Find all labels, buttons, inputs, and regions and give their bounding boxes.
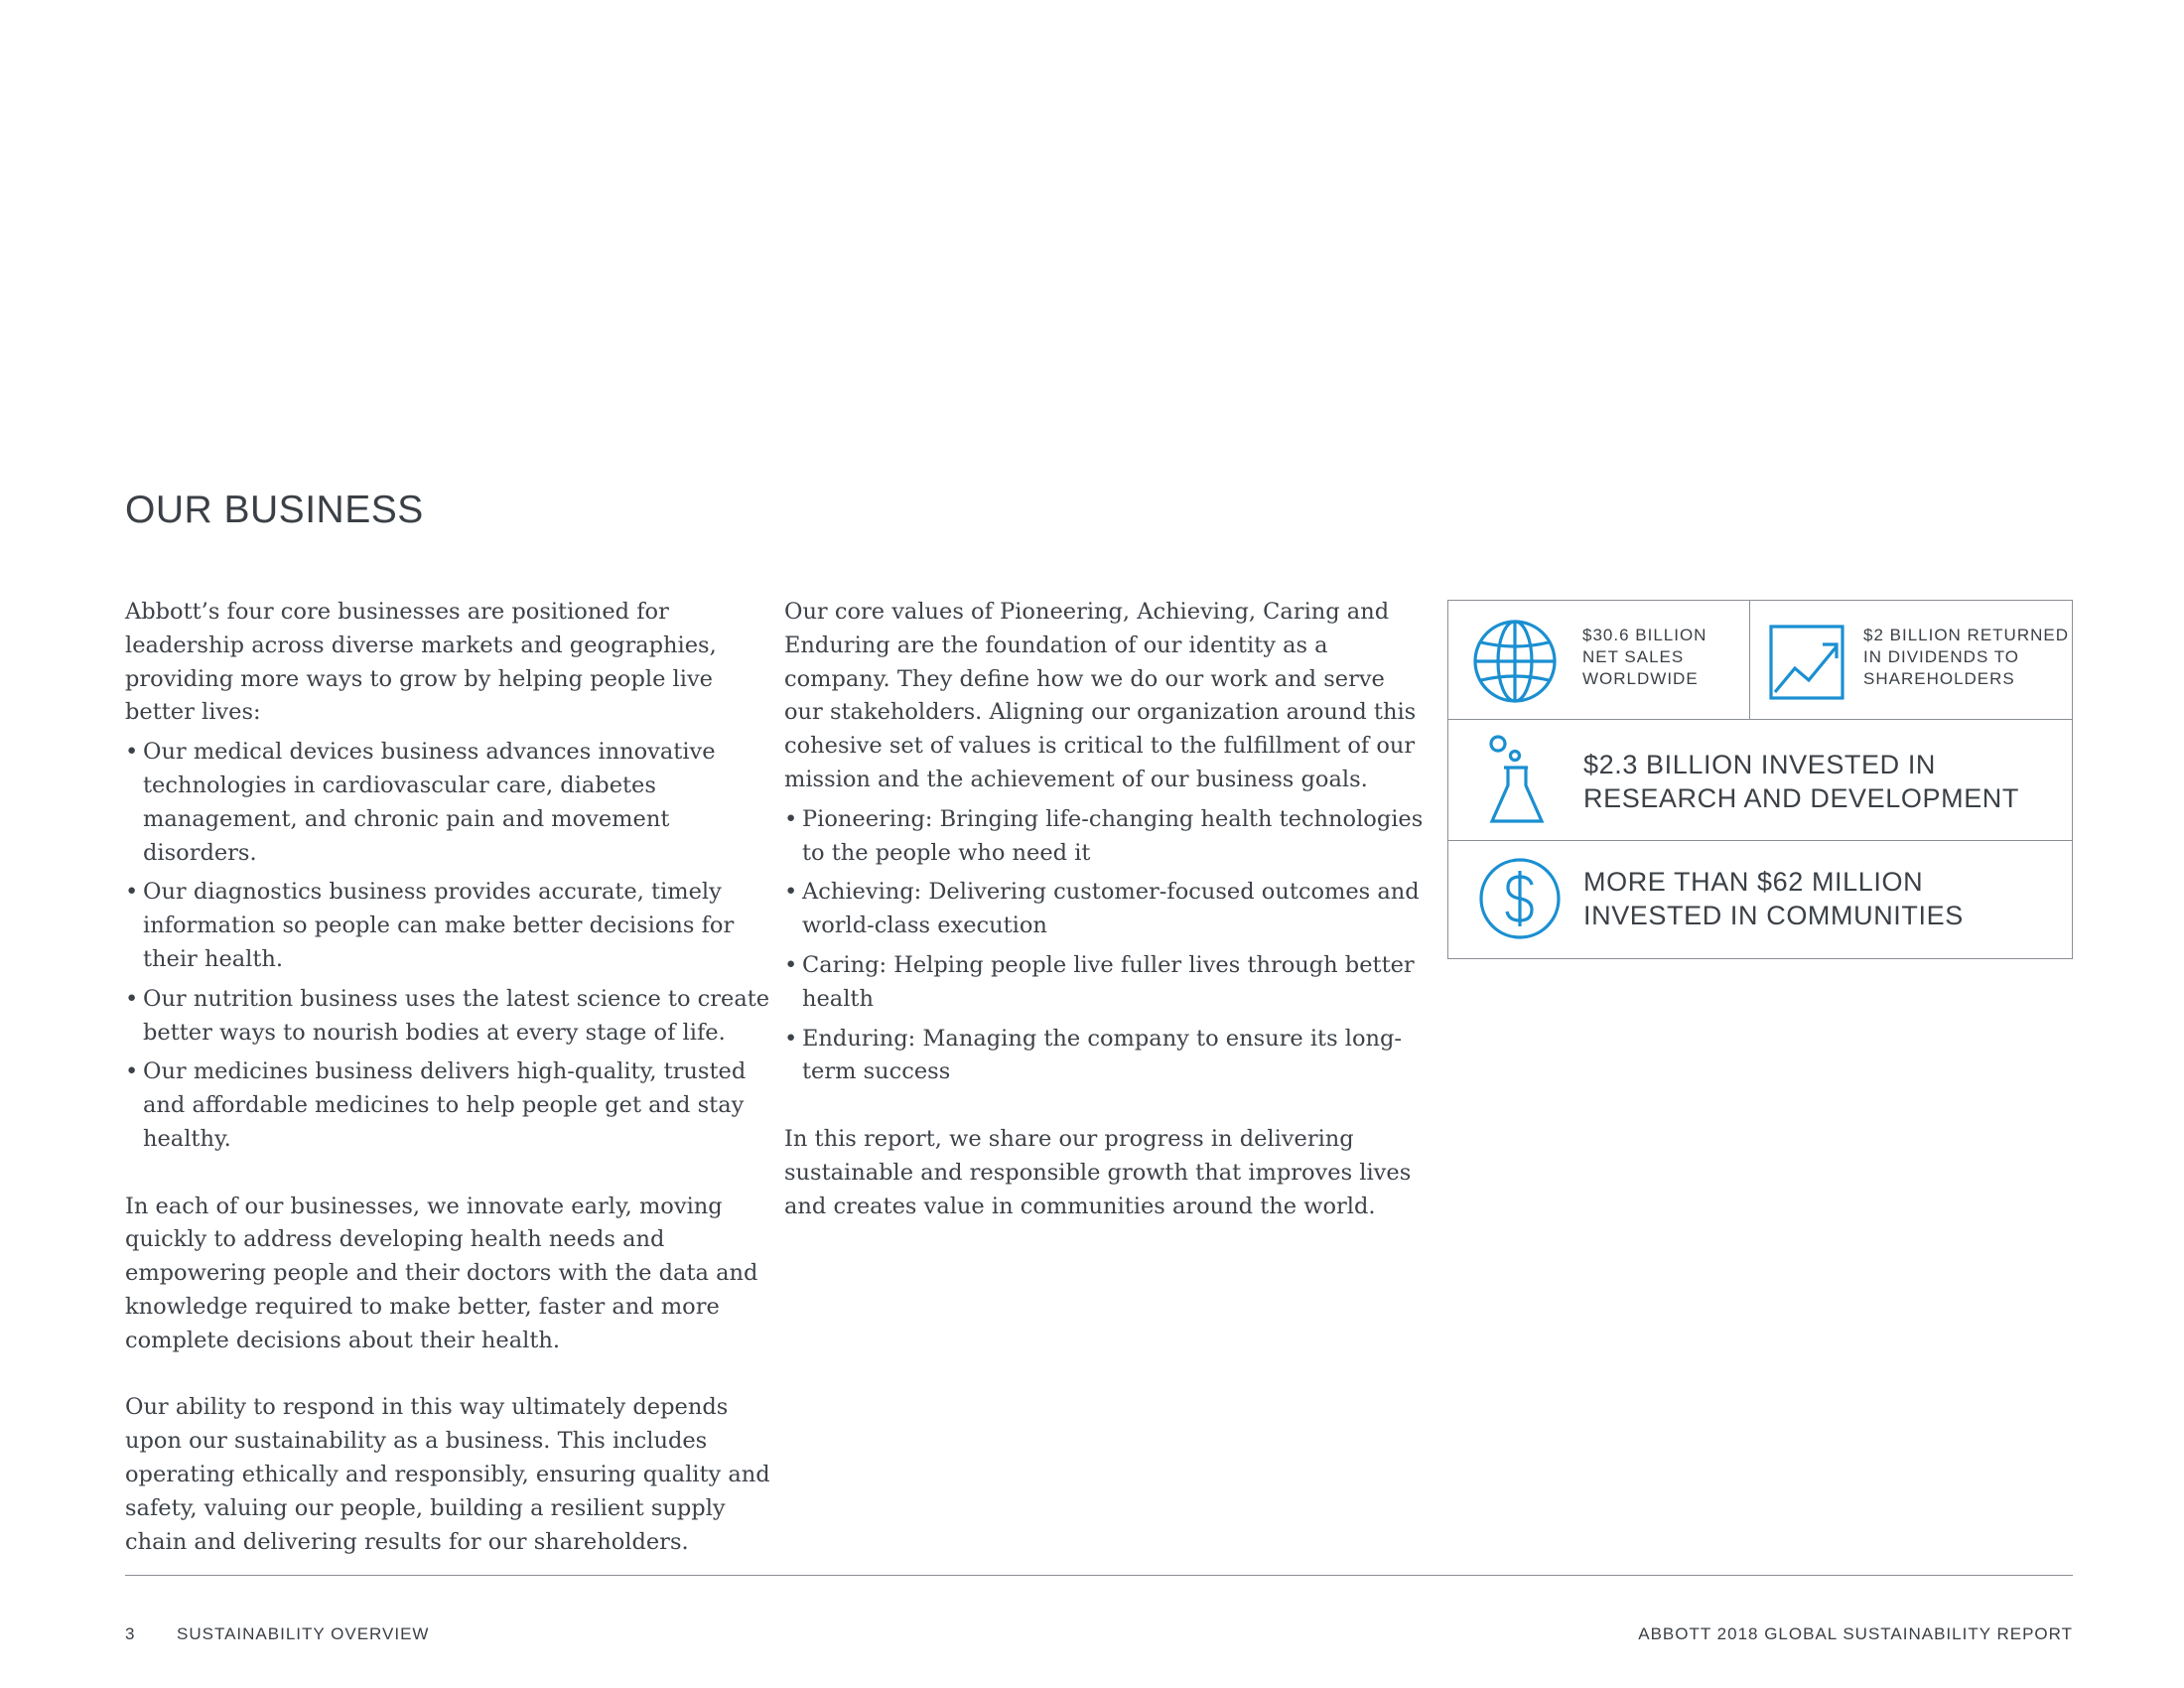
middle-intro: Our core values of Pioneering, Achieving, Caring and Enduring are the foundation of our identity as a company. They define how we do our work and serve our stakeholders. Aligning our organization around this cohesive set of values is critical to the fulfillment of our mission and the achievement of our business goals. xyxy=(784,599,1417,792)
list-item: • Our diagnostics business provides accurate, timely information so people can make better decisions for their health. xyxy=(125,876,770,976)
list-item: • Caring: Helping people live fuller lives through better health xyxy=(784,949,1430,1017)
page-title: OUR BUSINESS xyxy=(125,489,424,531)
footer-divider xyxy=(125,1575,2073,1576)
left-intro: Abbott’s four core businesses are positioned for leadership across diverse markets and geographies, providing more ways to grow by helping people live better lives: xyxy=(125,599,717,726)
stats-row-research xyxy=(1448,720,2072,841)
flask-icon xyxy=(1488,734,1548,827)
left-paragraph-2: In each of our businesses, we innovate early, moving quickly to address developing health needs and empowering people and their doctors with the data and knowledge required to make better, faster and more complete decisions about their health. xyxy=(125,1193,758,1353)
middle-column xyxy=(784,596,1430,1223)
rising-chart-icon xyxy=(1769,625,1844,700)
footer-section-title: SUSTAINABILITY OVERVIEW xyxy=(177,1624,430,1643)
middle-closing: In this report, we share our progress in delivering sustainable and responsible growth that improves lives and creates value in communities around the world. xyxy=(784,1125,1412,1219)
footer-report-title: ABBOTT 2018 GLOBAL SUSTAINABILITY REPORT xyxy=(1638,1624,2073,1643)
globe-icon xyxy=(1472,619,1558,704)
dividends-stat: $2 BILLION RETURNED IN DIVIDENDS TO SHAREHOLDERS xyxy=(1863,626,2069,688)
research-stat: $2.3 BILLION INVESTED IN RESEARCH AND DEVELOPMENT xyxy=(1583,750,2019,813)
list-item: • Our medicines business delivers high-quality, trusted and affordable medicines to help people get and stay healthy. xyxy=(125,1055,770,1156)
business-list xyxy=(125,736,770,1157)
stats-row-communities xyxy=(1448,841,2072,958)
net-sales-stat: $30.6 BILLION NET SALES WORLDWIDE xyxy=(1582,626,1707,688)
dollar-icon xyxy=(1478,857,1562,940)
list-item: • Our medical devices business advances innovative technologies in cardiovascular care, diabetes management, and chronic pain and movement disorders. xyxy=(125,736,770,870)
communities-stat: MORE THAN $62 MILLION INVESTED IN COMMUNITIES xyxy=(1583,867,1964,930)
values-list xyxy=(784,803,1430,1089)
left-column xyxy=(125,596,770,1559)
list-item: • Pioneering: Bringing life-changing health technologies to the people who need it xyxy=(784,803,1430,871)
list-item: • Enduring: Managing the company to ensure its long-term success xyxy=(784,1023,1430,1090)
page-number: 3 xyxy=(125,1624,136,1643)
list-item: • Our nutrition business uses the latest science to create better ways to nourish bodies at every stage of life. xyxy=(125,983,770,1051)
stats-box xyxy=(1447,600,2073,959)
stats-row-financials xyxy=(1448,601,2072,720)
dividends-cell xyxy=(1750,601,2072,720)
net-sales-cell xyxy=(1448,601,1750,720)
left-paragraph-3: Our ability to respond in this way ultimately depends upon our sustainability as a business. This includes operating ethically and responsibly, ensuring quality and safety, valuing our people, building a resilient supply chain and delivering results for our shareholders. xyxy=(125,1394,770,1555)
list-item: • Achieving: Delivering customer-focused outcomes and world-class execution xyxy=(784,876,1430,943)
